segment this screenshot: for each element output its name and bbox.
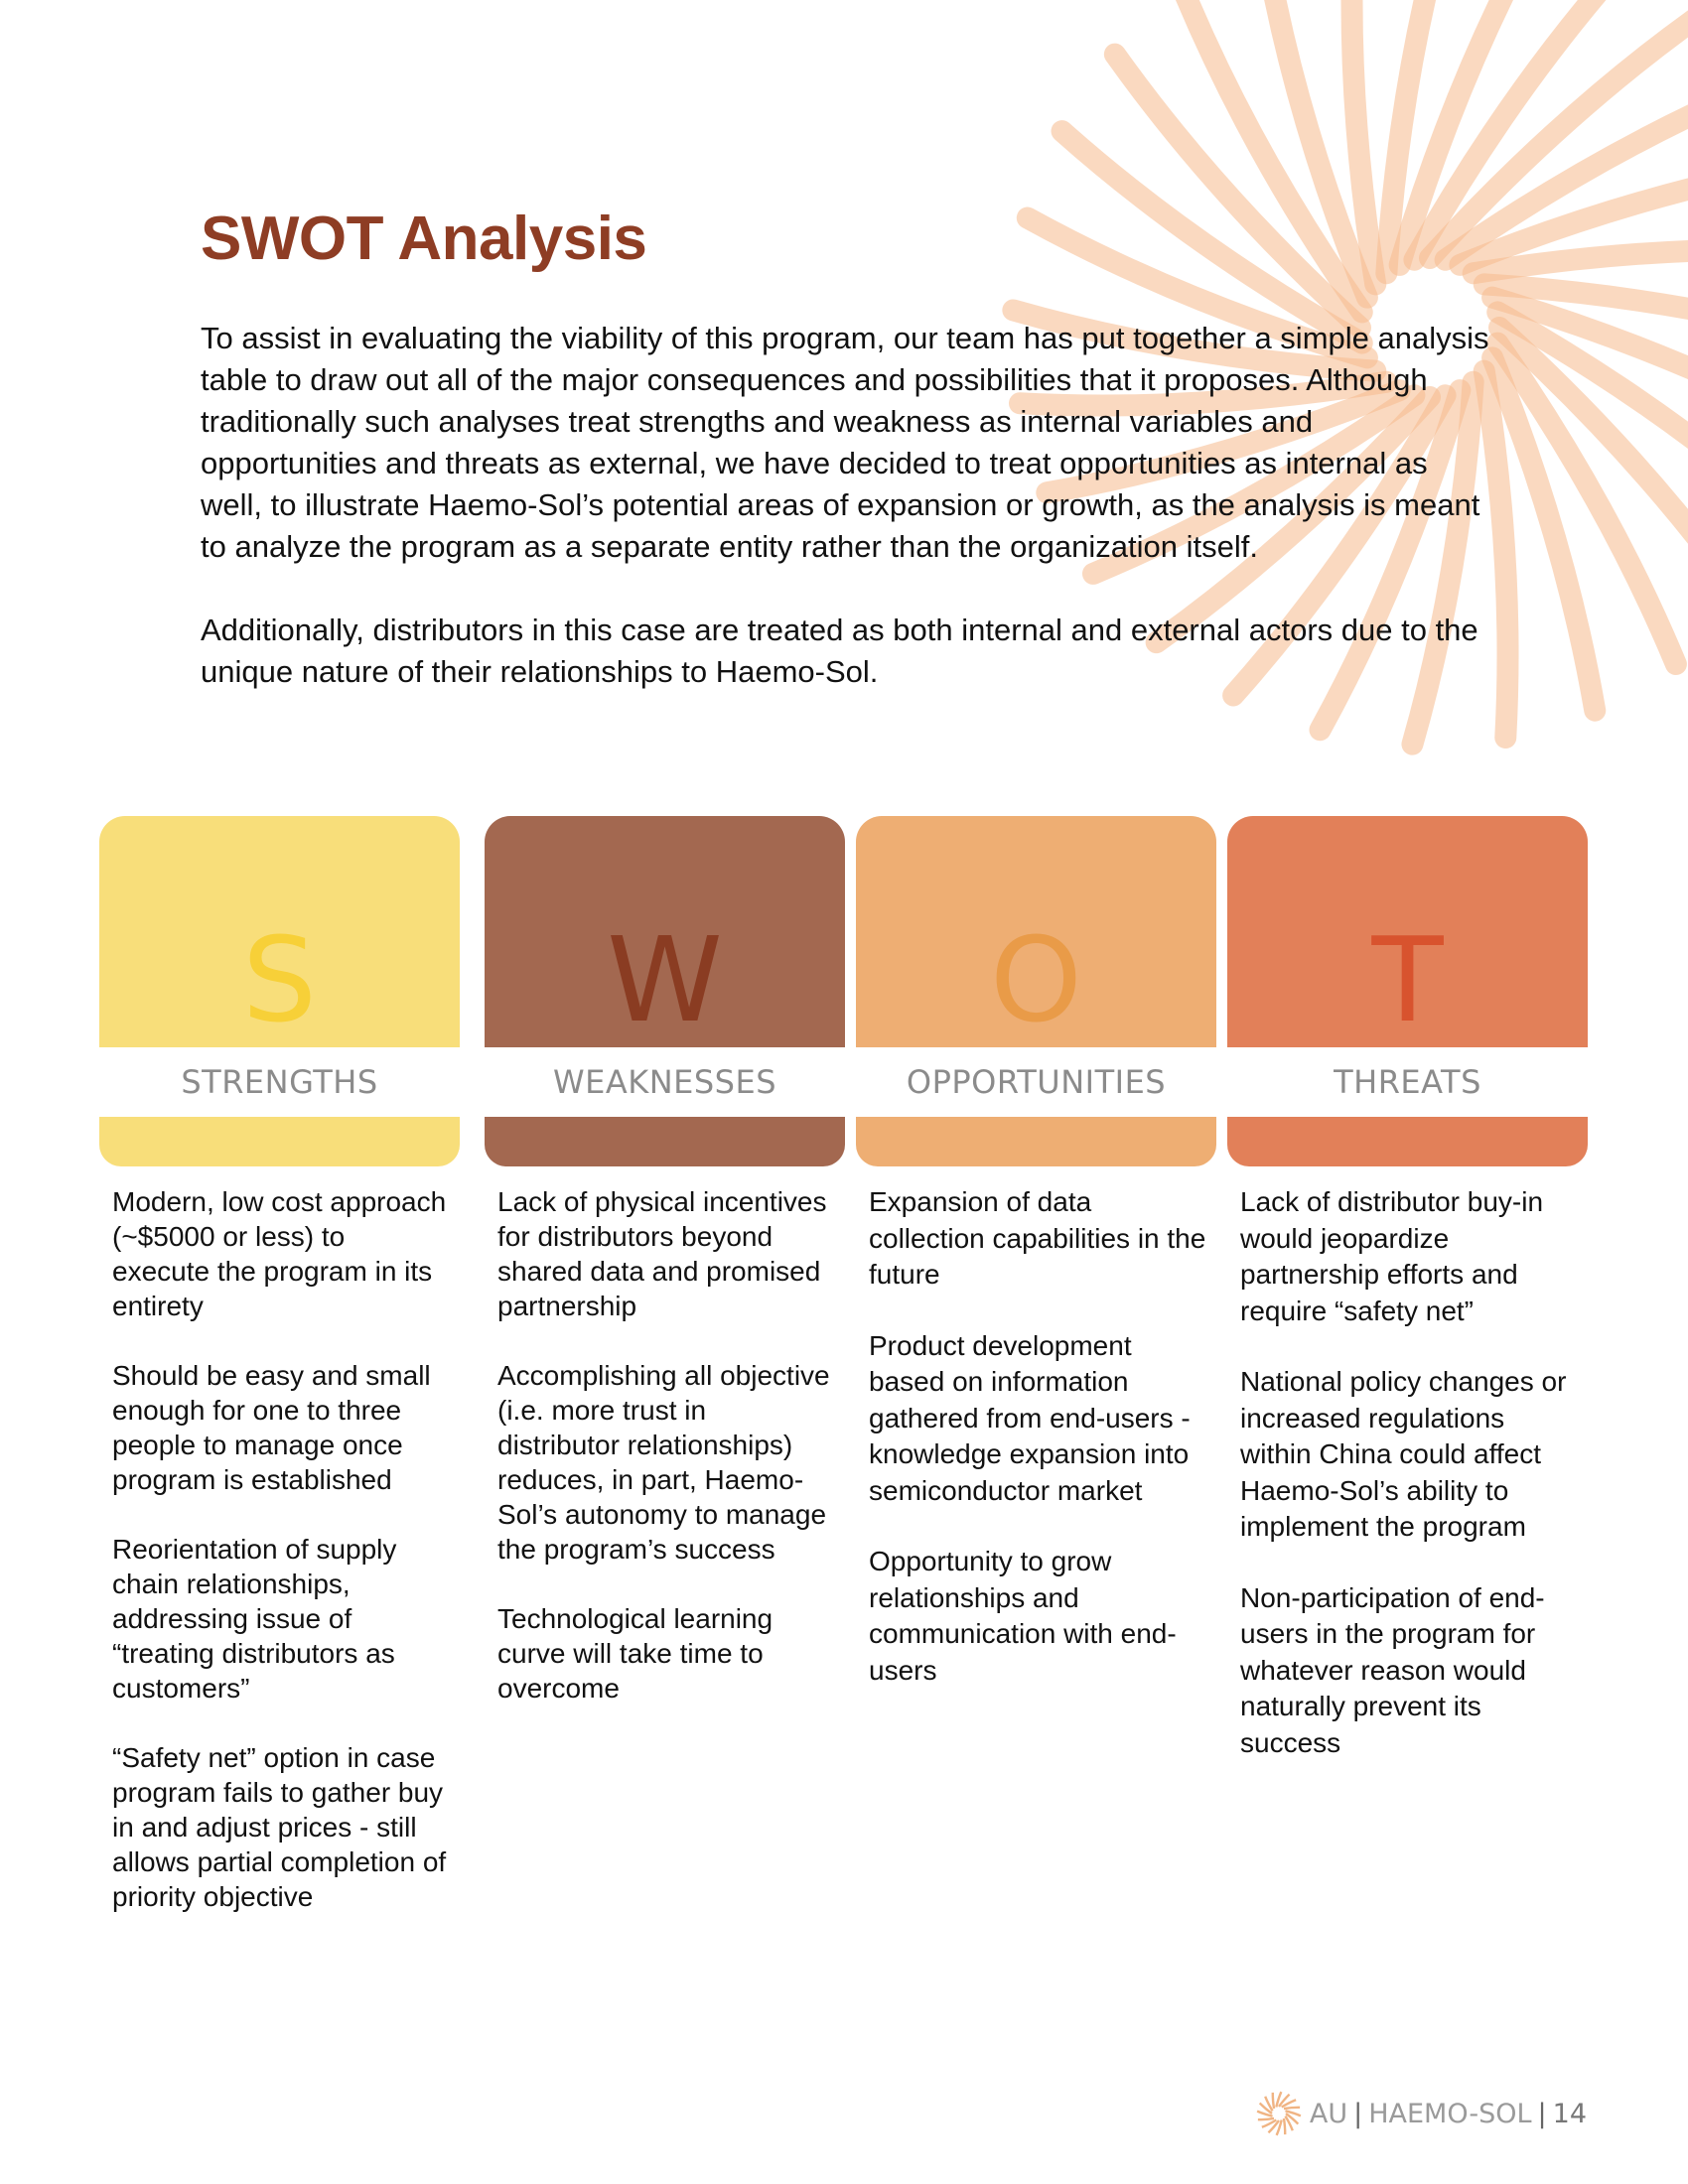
sunburst-ray <box>1460 163 1688 265</box>
strengths-point: Reorientation of supply chain relationships, addressing issue of “treating distributors as customers” <box>112 1534 397 1704</box>
footer-separator: | <box>1353 2098 1363 2129</box>
threats-column <box>1227 816 1588 1796</box>
sunburst-ray <box>1184 0 1362 312</box>
threats-point: Non-participation of end-users in the program for whatever reason would naturally prevent its success <box>1240 1581 1545 1758</box>
strengths-label: STRENGTHS <box>181 1063 378 1101</box>
sunburst-ray <box>1115 55 1360 328</box>
sunburst-ray <box>1386 0 1447 273</box>
strengths-point: Modern, low cost approach (~$5000 or less) to execute the program in its entirety <box>112 1186 447 1321</box>
sunburst-ray <box>1351 0 1375 284</box>
weaknesses-label: WEAKNESSES <box>552 1063 777 1101</box>
threats-points <box>1227 1166 1588 1761</box>
opportunities-cap <box>856 1117 1216 1166</box>
sunburst-ray <box>1499 328 1688 601</box>
weaknesses-point: Technological learning curve will take time to overcome <box>497 1603 774 1704</box>
sunburst-ray <box>1430 13 1688 258</box>
threats-cap <box>1227 1117 1588 1166</box>
intro-paragraph: To assist in evaluating the viability of this program, our team has put together a simple analysis table to draw out all of the major consequences and possibilities that it proposes. Although traditionally such analyses treat strengths and weakness as internal variables and opportunities and threats as external, we have decided to treat opportunities as internal as well, to illustrate Haemo-Sol’s potential areas of expansion or growth, as the analysis is meant to analyze the program as a separate entity rather than the organization itself. <box>201 321 1489 564</box>
logo-ray <box>1258 2118 1274 2119</box>
sunburst-ray <box>1446 81 1688 260</box>
weaknesses-point: Accomplishing all objective (i.e. more trust in distributor relationships) reduces, in part, Haemo-Sol’s autonomy to manage the program’s success <box>497 1360 830 1565</box>
strengths-cap <box>99 1117 460 1166</box>
strengths-letter: S <box>242 911 317 1048</box>
weaknesses-point: Lack of physical incentives for distributors beyond shared data and promised partnership <box>497 1186 827 1321</box>
sunburst-ray <box>1400 0 1540 265</box>
logo-ray <box>1273 2093 1274 2109</box>
strengths-point: Should be easy and small enough for one to three people to manage once program is established <box>112 1360 431 1495</box>
logo-ray <box>1284 2108 1300 2109</box>
footer-brand-haemo-sol: HAEMO-SOL <box>1368 2098 1532 2129</box>
opportunities-letter: O <box>990 911 1082 1048</box>
page-footer <box>1254 2089 1587 2138</box>
weaknesses-points <box>485 1166 845 1706</box>
sunburst-ray <box>1497 312 1688 523</box>
opportunities-point: Product development based on information gathered from end-users - knowledge expansion into semiconductor market <box>869 1329 1191 1506</box>
threats-point: Lack of distributor buy-in would jeopardize partnership efforts and require “safety net” <box>1240 1186 1544 1326</box>
sunburst-ray <box>1497 343 1676 664</box>
opportunities-points <box>856 1166 1216 1689</box>
sunburst-ray <box>1492 298 1688 438</box>
strengths-column <box>99 816 460 1949</box>
intro-text <box>201 318 1491 735</box>
strengths-point: “Safety net” option in case program fails to gather buy in and adjust prices - still allows partial completion of priority objective <box>112 1742 447 1912</box>
sunburst-ray <box>1474 249 1688 273</box>
opportunities-point: Opportunity to grow relationships and communication with end-users <box>869 1546 1177 1686</box>
opportunities-point: Expansion of data collection capabilities in the future <box>869 1186 1206 1290</box>
weaknesses-tile <box>485 816 845 1047</box>
sunburst-ray <box>1484 284 1688 344</box>
opportunities-column <box>856 816 1216 1723</box>
threats-tile <box>1227 816 1588 1047</box>
threats-label: THREATS <box>1334 1063 1481 1101</box>
threats-letter: T <box>1371 911 1444 1048</box>
opportunities-tile <box>856 816 1216 1047</box>
opportunities-label: OPPORTUNITIES <box>906 1063 1167 1101</box>
logo-ray <box>1284 2118 1285 2134</box>
strengths-tile <box>99 816 460 1047</box>
sunburst-ray <box>1062 131 1362 342</box>
weaknesses-column <box>485 816 845 1740</box>
sunburst-logo-icon <box>1254 2089 1304 2138</box>
weaknesses-cap <box>485 1117 845 1166</box>
sunburst-ray <box>1265 0 1367 298</box>
page-title: SWOT Analysis <box>201 205 647 273</box>
strengths-points <box>99 1166 460 1914</box>
intro-paragraph: Additionally, distributors in this case are treated as both internal and external actors due to the unique nature of their relationships to Haemo-Sol. <box>201 613 1478 689</box>
sunburst-ray <box>1414 0 1625 260</box>
footer-separator: | <box>1537 2098 1547 2129</box>
page-number: 14 <box>1552 2098 1587 2129</box>
sunburst-ray <box>1492 357 1595 710</box>
weaknesses-letter: W <box>607 911 723 1048</box>
threats-point: National policy changes or increased regulations within China could affect Haemo-Sol’s ability to implement the program <box>1240 1366 1567 1542</box>
footer-brand-au: AU <box>1309 2098 1348 2129</box>
